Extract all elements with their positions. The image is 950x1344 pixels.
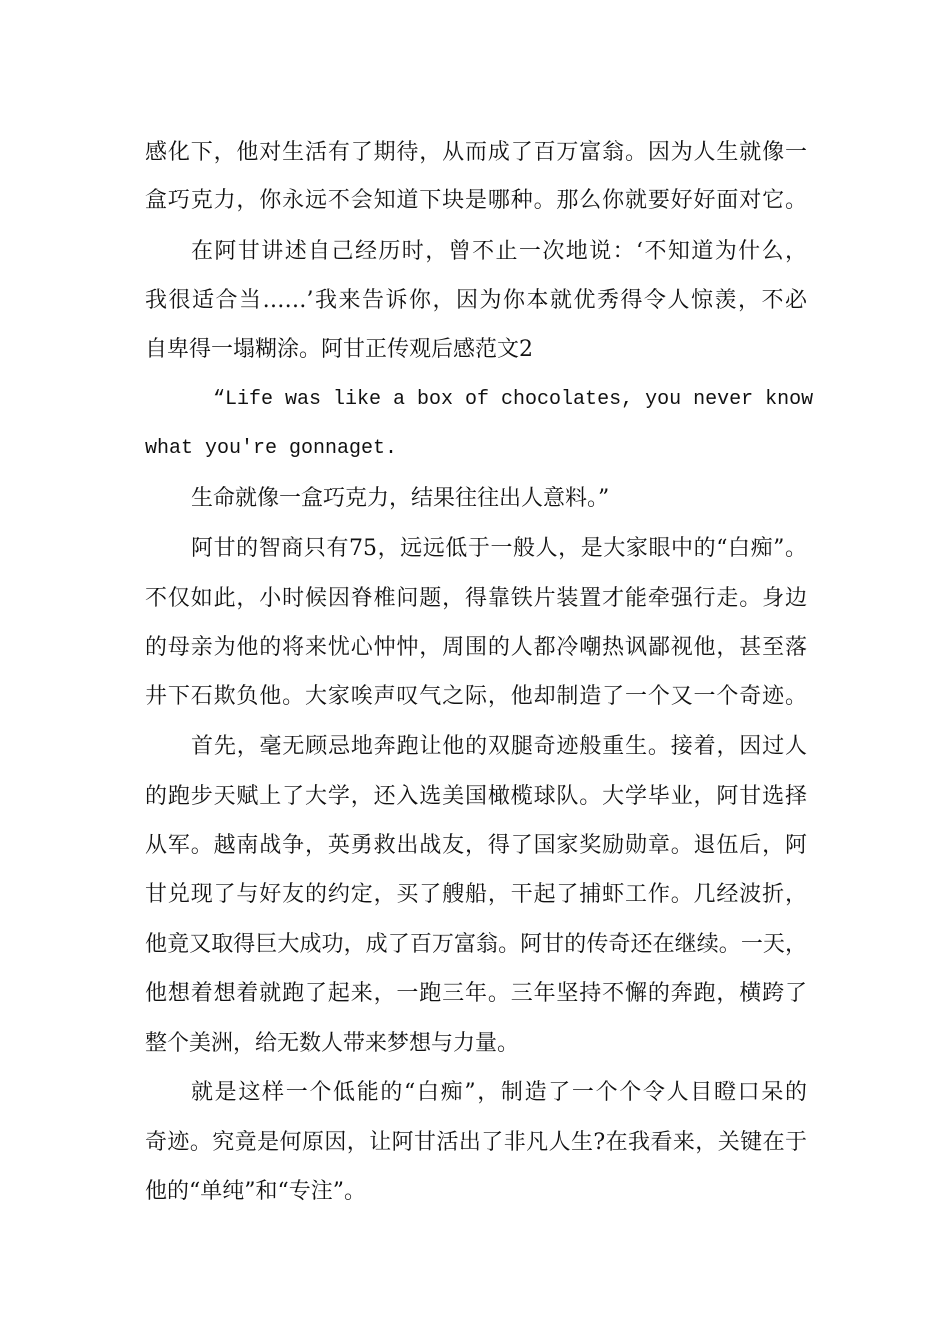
text-line: 盒巧克力，你永远不会知道下块是哪种。那么你就要好好面对它。 <box>145 188 807 213</box>
text-line: 感化下，他对生活有了期待，从而成了百万富翁。因为人生就像一 <box>145 140 807 165</box>
text-line: 井下石欺负他。大家唉声叹气之际，他却制造了一个又一个奇迹。 <box>145 684 807 709</box>
text-line: 就是这样一个低能的“白痴”，制造了一个个令人目瞪口呆的 <box>191 1080 807 1105</box>
text-line: what you're gonnaget. <box>145 437 398 460</box>
text-line: 奇迹。究竟是何原因，让阿甘活出了非凡人生?在我看来，关键在于 <box>145 1130 807 1155</box>
text-line: 自卑得一塌糊涂。阿甘正传观后感范文2 <box>145 337 533 362</box>
text-line: 的跑步天赋上了大学，还入选美国橄榄球队。大学毕业，阿甘选择 <box>145 784 807 809</box>
text-line: 整个美洲，给无数人带来梦想与力量。 <box>145 1031 520 1056</box>
text-line: 从军。越南战争，英勇救出战友，得了国家奖励勋章。退伍后，阿 <box>145 833 807 858</box>
text-line: 生命就像一盒巧克力，结果往往出人意料。” <box>191 486 610 511</box>
text-line: 不仅如此，小时候因脊椎问题，得靠铁片装置才能牵强行走。身边 <box>145 586 807 611</box>
text-line: 阿甘的智商只有75，远远低于一般人，是大家眼中的“白痴”。 <box>191 536 807 561</box>
text-line: 他想着想着就跑了起来，一跑三年。三年坚持不懈的奔跑，横跨了 <box>145 981 807 1006</box>
text-line: 在阿甘讲述自己经历时，曾不止一次地说：‘不知道为什么， <box>191 239 807 264</box>
text-line: 首先，毫无顾忌地奔跑让他的双腿奇迹般重生。接着，因过人 <box>191 734 807 759</box>
text-line: 他竟又取得巨大成功，成了百万富翁。阿甘的传奇还在继续。一天， <box>145 932 807 957</box>
text-line: 甘兑现了与好友的约定，买了艘船，干起了捕虾工作。几经波折， <box>145 882 807 907</box>
text-line: 的母亲为他的将来忧心忡忡，周围的人都冷嘲热讽鄙视他，甚至落 <box>145 635 807 660</box>
text-line: 我很适合当……’我来告诉你，因为你本就优秀得令人惊羡，不必 <box>145 288 807 313</box>
text-line: “Life was like a box of chocolates, you never know <box>213 388 814 411</box>
text-line: 他的“单纯”和“专注”。 <box>145 1179 366 1204</box>
